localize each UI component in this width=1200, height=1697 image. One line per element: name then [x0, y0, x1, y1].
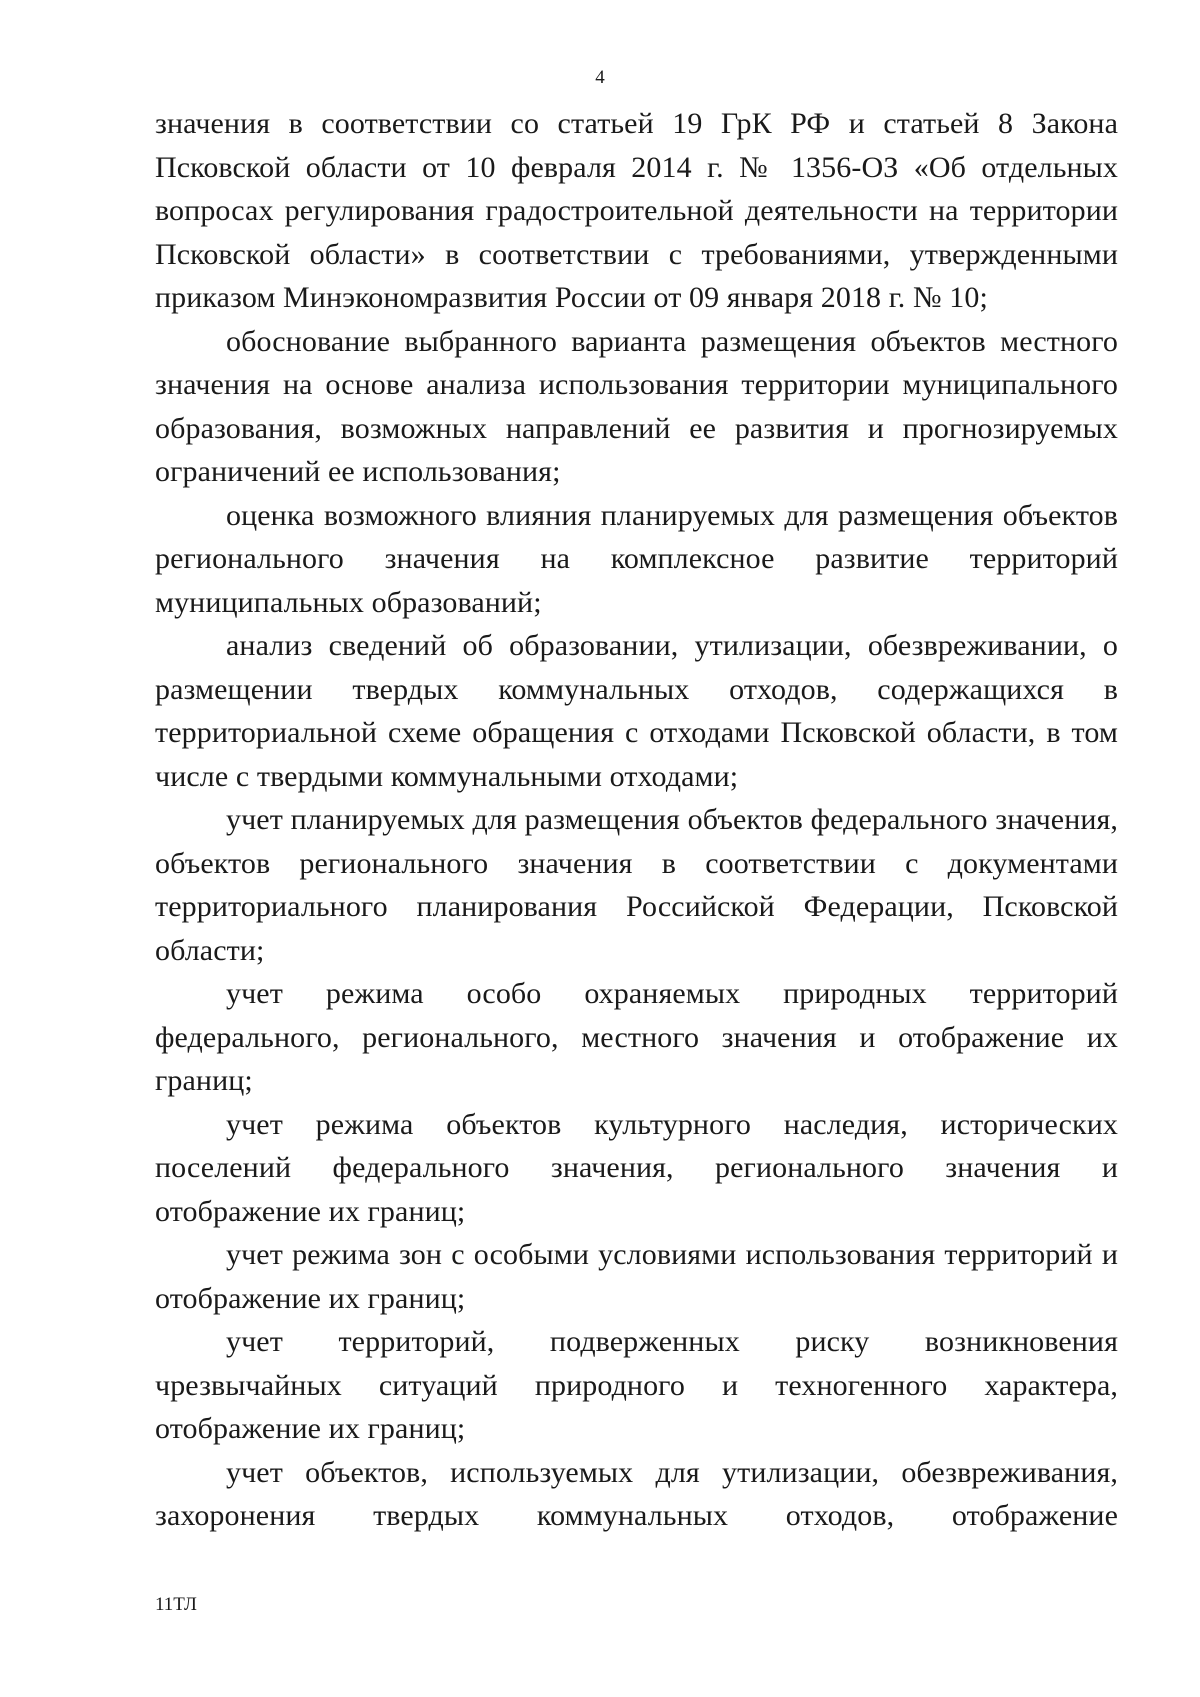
- paragraph-0: значения в соответствии со статьей 19 ГрК РФ и статьей 8 Закона Псковской области от 10 февраля 2014 г. № 1356-ОЗ «Об отдельных вопросах регулирования градостроительной деятельности на территории Псковской области» в соответствии с требованиями, утвержденными приказом Минэкономразвития России от 09 января 2018 г. № 10;: [155, 107, 1118, 314]
- footer-code: 11ТЛ: [155, 1594, 197, 1615]
- paragraph-2: оценка возможного влияния планируемых для размещения объектов регионального значения на комплексное развитие территорий муниципальных образований;: [155, 498, 1118, 619]
- page-number: 4: [595, 67, 605, 88]
- document-body: [155, 102, 1118, 1538]
- paragraph-6: учет режима объектов культурного наследия, исторических поселений федерального значения, регионального значения и отображение их границ;: [155, 1107, 1118, 1228]
- paragraph-8: учет территорий, подверженных риску возникновения чрезвычайных ситуаций природного и техногенного характера, отображение их границ;: [155, 1325, 1118, 1445]
- paragraph-5: учет режима особо охраняемых природных территорий федерального, регионального, местного значения и отображение их границ;: [155, 977, 1118, 1097]
- paragraph-1: обоснование выбранного варианта размещения объектов местного значения на основе анализа использования территории муниципального образования, возможных направлений ее развития и прогнозируемых ограничений ее использования;: [155, 324, 1118, 488]
- paragraph-7: учет режима зон с особыми условиями использования территорий и отображение их границ;: [155, 1238, 1118, 1315]
- paragraph-9: учет объектов, используемых для утилизации, обезвреживания, захоронения твердых коммунальных отходов, отображение: [155, 1455, 1118, 1532]
- paragraph-3: анализ сведений об образовании, утилизации, обезвреживании, о размещении твердых коммунальных отходов, содержащихся в территориальной схеме обращения с отходами Псковской области, в том числе с твердыми коммунальными отходами;: [155, 629, 1118, 793]
- paragraph-4: учет планируемых для размещения объектов федерального значения, объектов регионального значения в соответствии с документами территориального планирования Российской Федерации, Псковской области;: [155, 803, 1118, 967]
